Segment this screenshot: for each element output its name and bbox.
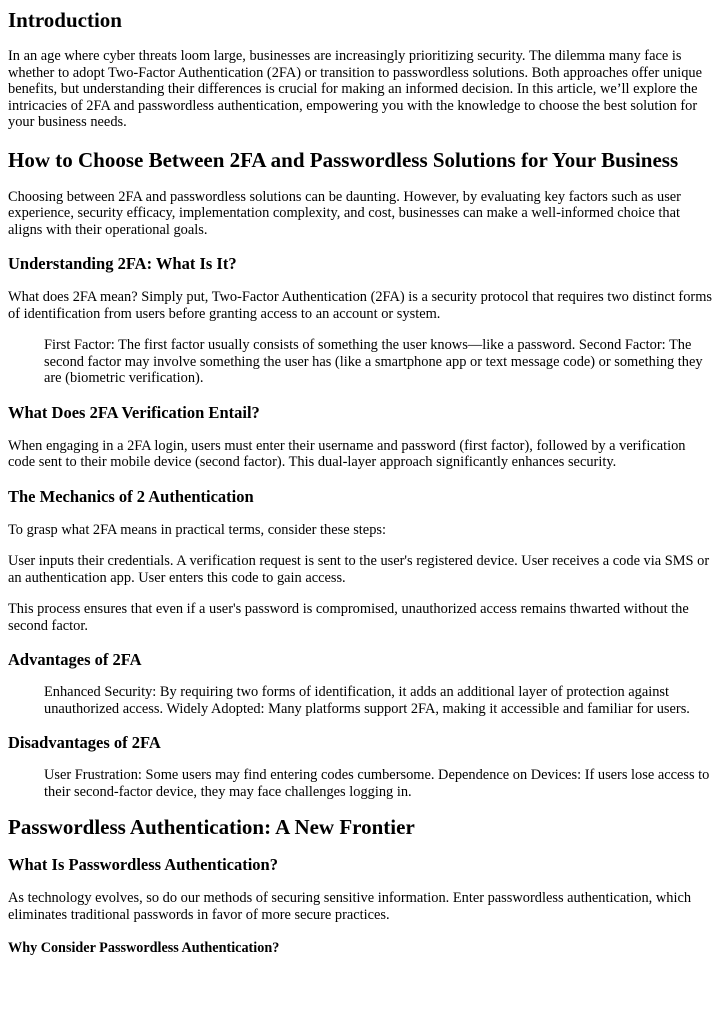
choose-paragraph: Choosing between 2FA and passwordless solutions can be daunting. However, by evaluating key factors such as user experience, security efficacy, implementation complexity, and cost, businesses can make a well-informed choice that aligns with their operational goals. [8, 188, 681, 238]
understanding-heading: Understanding 2FA: What Is It? [8, 254, 237, 273]
disadvantages-heading: Disadvantages of 2FA [8, 733, 161, 752]
why-passwordless-heading: Why Consider Passwordless Authentication? [8, 940, 280, 956]
mechanics-heading: The Mechanics of 2 Authentication [8, 486, 254, 506]
understanding-paragraph: What does 2FA mean? Simply put, Two-Factor Authentication (2FA) is a security protocol that requires two distinct forms of identification from users before granting access to an account or system. [8, 289, 713, 322]
mechanics-steps-paragraph: User inputs their credentials. A verification request is sent to the user's registered device. User receives a code via SMS or an authentication app. User enters this code to gain access. [8, 553, 710, 586]
advantages-heading: Advantages of 2FA [8, 650, 142, 669]
choose-heading: How to Choose Between 2FA and Passwordless Solutions for Your Business [8, 147, 679, 172]
article [0, 8, 720, 957]
intro-heading: Introduction [8, 8, 122, 32]
disadvantages-quote: User Frustration: Some users may find entering codes cumbersome. Dependence on Devices: If users lose access to their second-factor device, they may face challenges logging in. [44, 767, 710, 800]
mechanics-intro-paragraph: To grasp what 2FA means in practical terms, consider these steps: [8, 521, 386, 538]
mechanics-outcome-paragraph: This process ensures that even if a user's password is compromised, unauthorized access remains thwarted without the second factor. [8, 601, 689, 634]
passwordless-subheading: What Is Passwordless Authentication? [8, 855, 278, 874]
advantages-quote: Enhanced Security: By requiring two forms of identification, it adds an additional layer of protection against unauthorized access. Widely Adopted: Many platforms support 2FA, making it accessible and familiar for users. [44, 684, 690, 717]
passwordless-heading: Passwordless Authentication: A New Frontier [8, 815, 415, 839]
factors-quote: First Factor: The first factor usually consists of something the user knows—like a password. Second Factor: The second factor may involve something the user has (like a smartphone app or text message code) or something they are (biometric verification). [44, 337, 703, 386]
verification-heading: What Does 2FA Verification Entail? [8, 402, 260, 422]
verification-paragraph: When engaging in a 2FA login, users must enter their username and password (first factor), followed by a verification code sent to their mobile device (second factor). This dual-layer approach significantly enhances security. [8, 437, 686, 470]
intro-paragraph: In an age where cyber threats loom large, businesses are increasingly prioritizing security. The dilemma many face is whether to adopt Two-Factor Authentication (2FA) or transition to passwordless solutions. Both approaches offer unique benefits, but understanding their differences is crucial for making an informed decision. In this article, we’ll explore the intricacies of 2FA and passwordless authentication, empowering you with the knowledge to choose the best solution for your business needs. [8, 48, 703, 130]
passwordless-paragraph: As technology evolves, so do our methods of securing sensitive information. Enter passwordless authentication, which eliminates traditional passwords in favor of more secure practices. [8, 890, 692, 923]
